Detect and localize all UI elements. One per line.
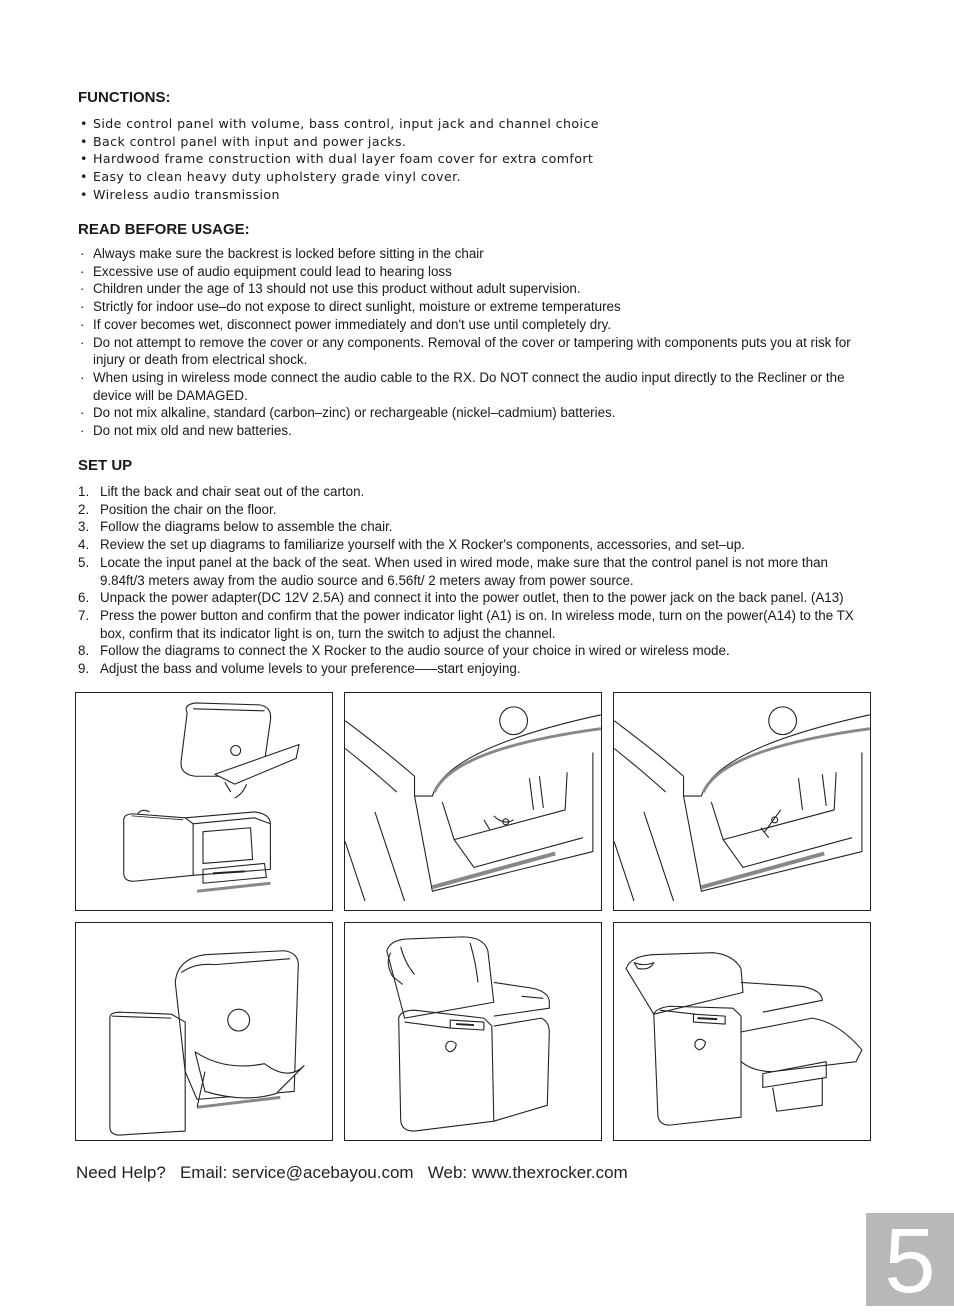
read-before-list (78, 245, 868, 440)
list-item: 5. Locate the input panel at the back of the seat. When used in wired mode, make sure that the control panel is not more than 9.84ft/3 meters away from the audio source and 6.56ft/ 2 meters away from power source. (78, 554, 828, 588)
bullet-icon: · (80, 281, 85, 297)
list-item: 1. Lift the back and chair seat out of the carton. (78, 484, 365, 499)
list-item: · Do not mix old and new batteries. (80, 423, 292, 439)
bullet-icon: · (80, 334, 85, 350)
list-item: 6. Unpack the power adapter(DC 12V 2.5A) and connect it into the power outlet, then to the power jack on the back panel. (A13) (78, 590, 844, 606)
bullet-icon: · (80, 369, 85, 385)
list-item: · Do not attempt to remove the cover or any components. Removal of the cover or tampering with components puts you at risk for injury or death from electrical shock. (80, 334, 851, 368)
page-number: 5 (884, 1210, 936, 1312)
list-item: 4. Review the set up diagrams to familiarize yourself with the X Rocker's components, accessories, and set–up. (78, 537, 745, 553)
bullet-icon: · (80, 405, 85, 421)
list-item: • Back control panel with input and power jacks. (80, 133, 407, 149)
list-item: · Strictly for indoor use–do not expose to direct sunlight, moisture or extreme temperatures (80, 299, 621, 315)
list-item: · When using in wireless mode connect the audio cable to the RX. Do NOT connect the audio input directly to the Recliner or the device will be DAMAGED. (80, 369, 845, 403)
diagram-rear-connection-wired (344, 692, 602, 911)
list-item: 9. Adjust the bass and volume levels to your preference–––start enjoying. (78, 661, 521, 677)
diagram-chair-rear-view (75, 922, 333, 1141)
bullet-icon: • (80, 186, 88, 202)
bullet-icon: • (80, 133, 88, 149)
bullet-icon: • (80, 116, 88, 131)
bullet-icon: • (80, 169, 88, 185)
list-item: • Hardwood frame construction with dual layer foam cover for extra comfort (80, 151, 594, 167)
list-item: · Do not mix alkaline, standard (carbon–zinc) or rechargeable (nickel–cadmium) batteries. (80, 405, 616, 421)
list-item: · If cover becomes wet, disconnect power immediately and don't use until completely dry. (80, 316, 612, 332)
diagram-rear-connection-wireless (613, 692, 871, 911)
list-item: · Children under the age of 13 should not use this product without adult supervision. (80, 281, 581, 297)
diagram-attach-backrest (75, 692, 333, 911)
functions-title: FUNCTIONS: (78, 89, 171, 106)
bullet-icon: · (80, 299, 85, 315)
list-item: 3. Follow the diagrams below to assemble the chair. (78, 519, 393, 535)
diagram-chair-front-view (344, 922, 602, 1141)
list-item: 8. Follow the diagrams to connect the X Rocker to the audio source of your choice in wired or wireless mode. (78, 643, 730, 659)
list-item: • Wireless audio transmission (80, 186, 280, 202)
setup-diagram-grid (75, 692, 873, 1142)
bullet-icon: • (80, 151, 88, 167)
list-item: · Excessive use of audio equipment could lead to hearing loss (80, 263, 452, 279)
bullet-icon: · (80, 316, 85, 332)
list-item: • Easy to clean heavy duty upholstery grade vinyl cover. (80, 169, 461, 185)
help-contact-line: Need Help? Email: service@acebayou.com Web: www.thexrocker.com (76, 1163, 628, 1182)
read-before-title: READ BEFORE USAGE: (78, 221, 250, 238)
diagram-chair-reclined (613, 922, 871, 1141)
list-item: • Side control panel with volume, bass control, input jack and channel choice (80, 116, 599, 131)
list-item: · Always make sure the backrest is locked before sitting in the chair (80, 246, 484, 261)
bullet-icon: · (80, 246, 85, 261)
functions-list (78, 115, 599, 204)
setup-title: SET UP (78, 457, 133, 474)
bullet-icon: · (80, 263, 85, 279)
bullet-icon: · (80, 423, 85, 439)
setup-list (78, 483, 873, 678)
page-number-tab (866, 1210, 954, 1312)
list-item: 7. Press the power button and confirm that the power indicator light (A1) is on. In wireless mode, turn on the power(A14) to the TX box, confirm that its indicator light is on, turn the switch to adjust the channel. (78, 607, 854, 641)
list-item: 2. Position the chair on the floor. (78, 501, 277, 517)
